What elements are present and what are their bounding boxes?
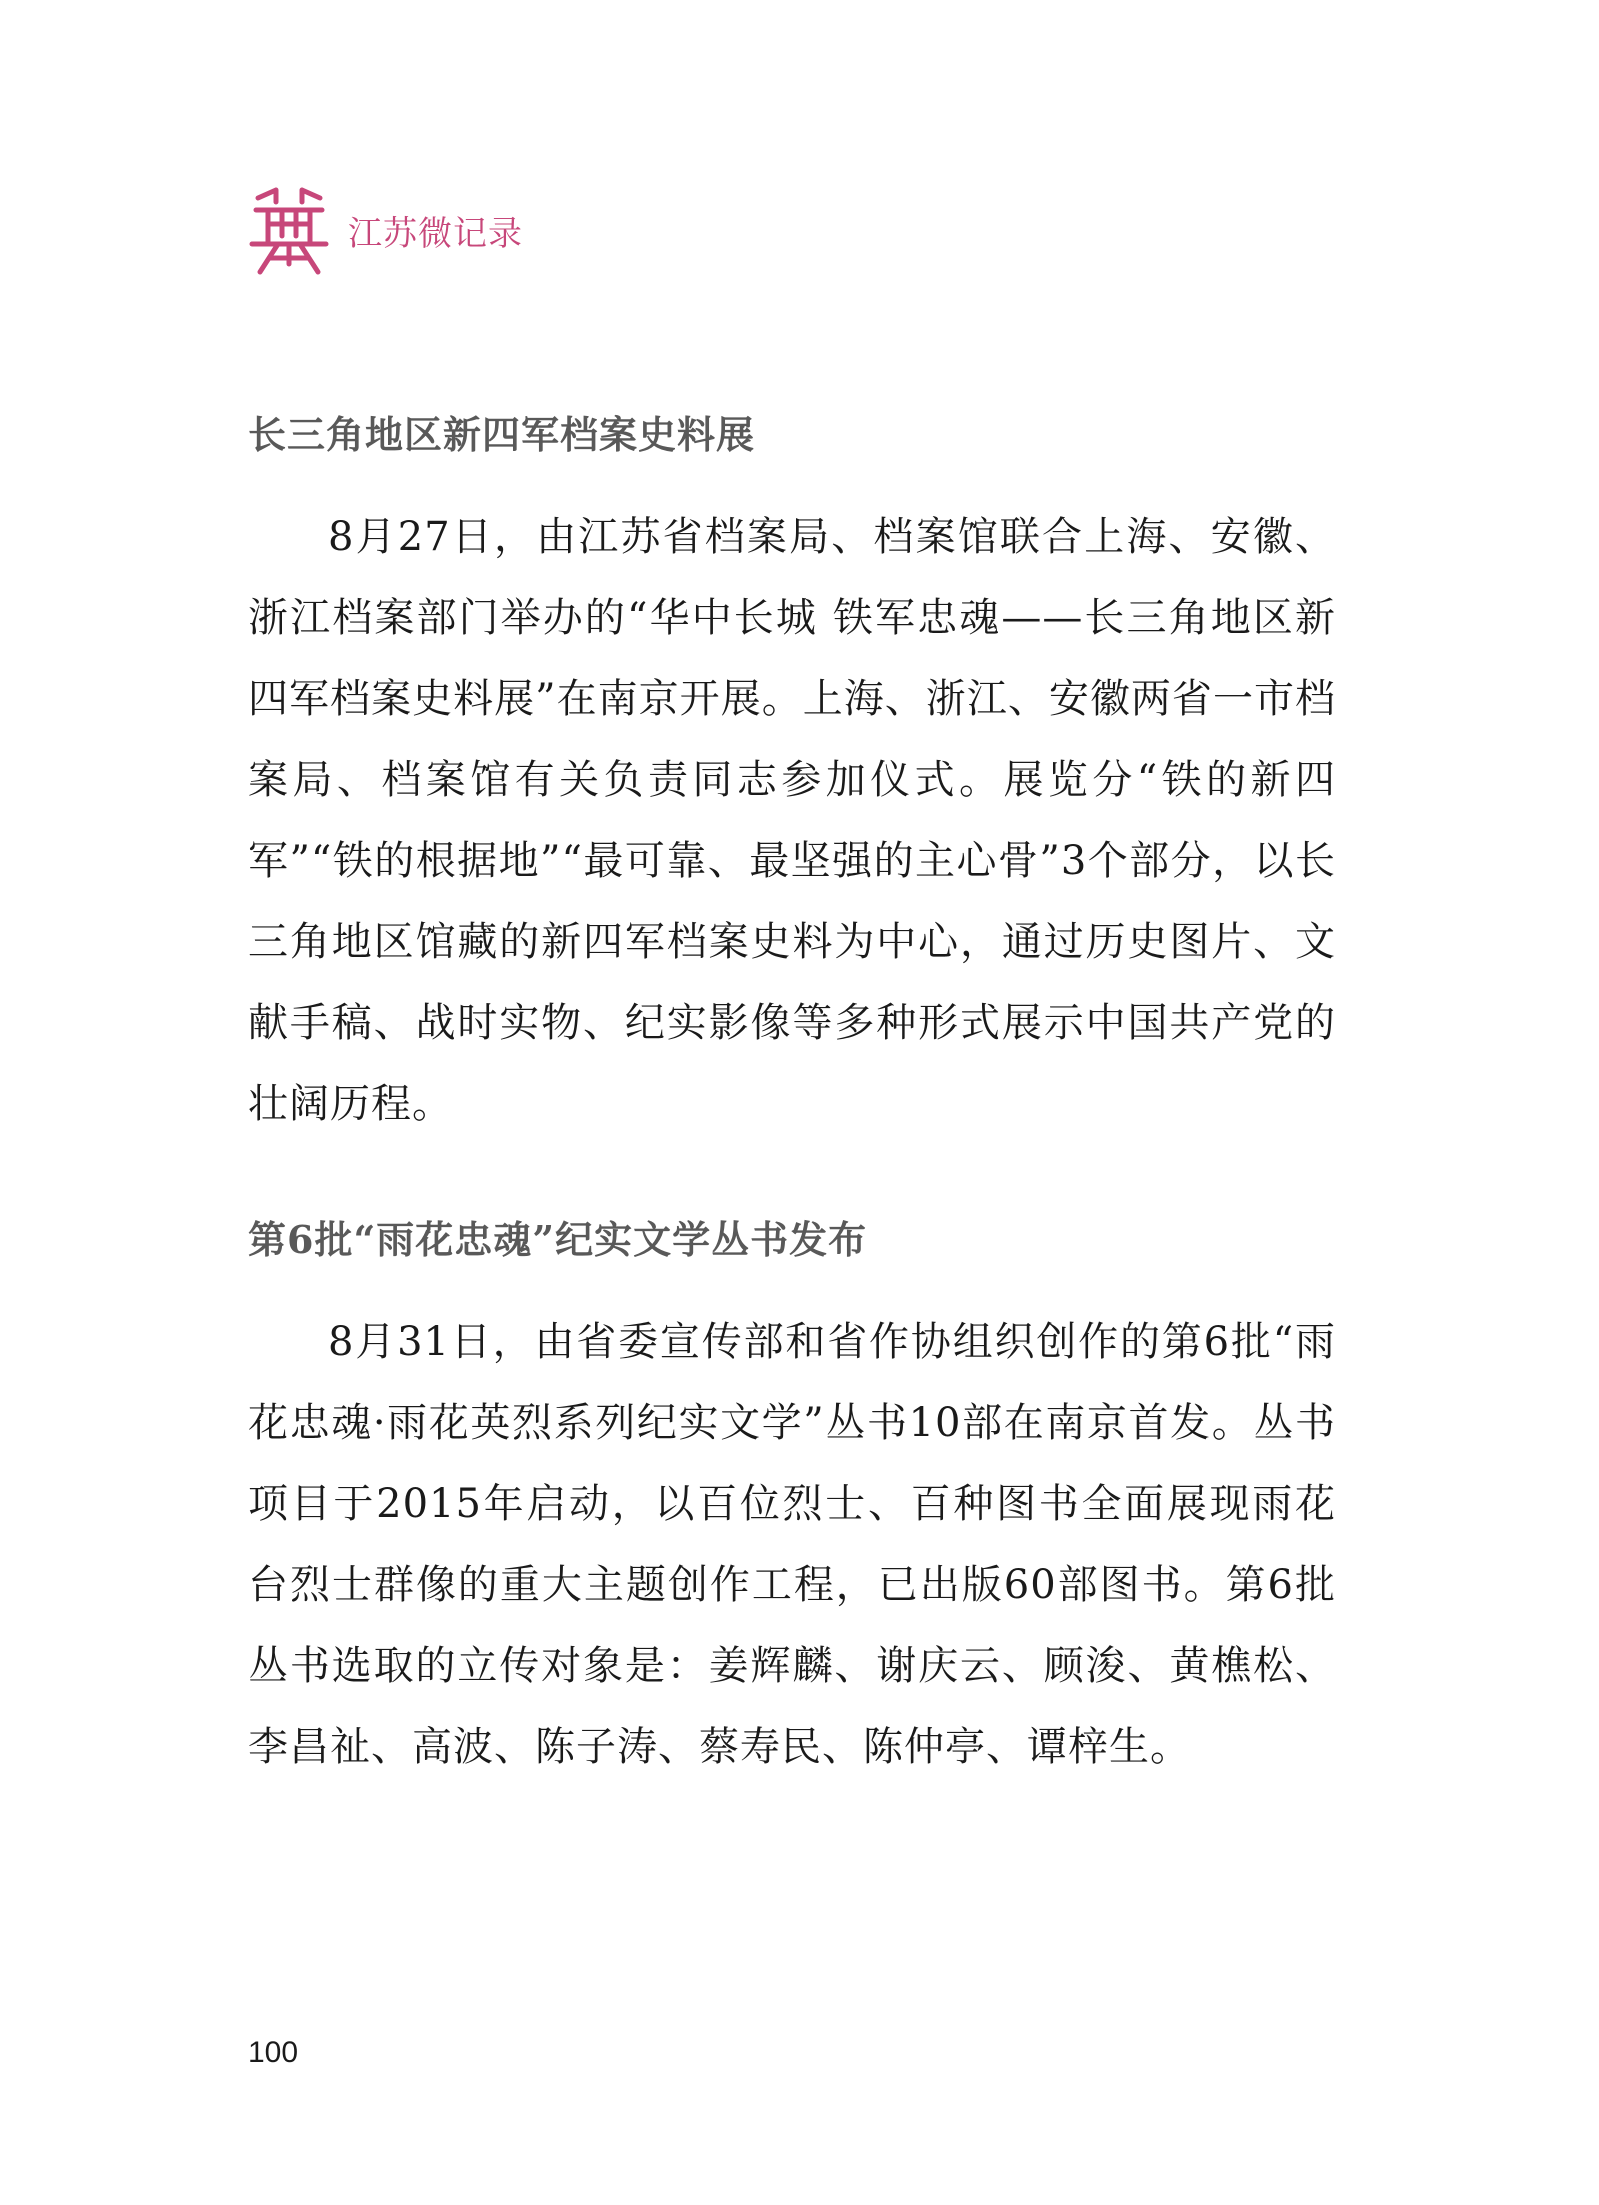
article-yangtze-delta-exhibition bbox=[248, 405, 1336, 1145]
article-body: 8月31日，由省委宣传部和省作协组织创作的第6批“雨花忠魂·雨花英烈系列纪实文学”丛书10部在南京首发。丛书项目于2015年启动，以百位烈士、百种图书全面展现雨花台烈士群像的重大主题创作工程，已出版60部图书。第6批丛书选取的立传对象是：姜辉麟、谢庆云、顾浚、黄樵松、李昌祉、高波、陈子涛、蔡寿民、陈仲亭、谭梓生。 bbox=[248, 1319, 1336, 1770]
page-header bbox=[248, 186, 523, 276]
jiangsu-seal-logo-icon bbox=[248, 186, 330, 276]
brand-name: 江苏微记录 bbox=[348, 214, 523, 254]
article-body: 8月27日，由江苏省档案局、档案馆联合上海、安徽、浙江档案部门举办的“华中长城 铁军忠魂——长三角地区新四军档案史料展”在南京开展。上海、浙江、安徽两省一市档案局、档案馆有关负责同志参加仪式。展览分“铁的新四军”“铁的根据地”“最可靠、最坚强的主心骨”3个部分，以长三角地区馆藏的新四军档案史料为中心，通过历史图片、文献手稿、战时实物、纪实影像等多种形式展示中国共产党的壮阔历程。 bbox=[248, 514, 1336, 1127]
article-title: 长三角地区新四军档案史料展 bbox=[248, 412, 756, 457]
page-number: 100 bbox=[248, 2036, 299, 2069]
article-yuhua-book-series bbox=[248, 1210, 1336, 1788]
article-title: 第6批“雨花忠魂”纪实文学丛书发布 bbox=[248, 1217, 868, 1262]
